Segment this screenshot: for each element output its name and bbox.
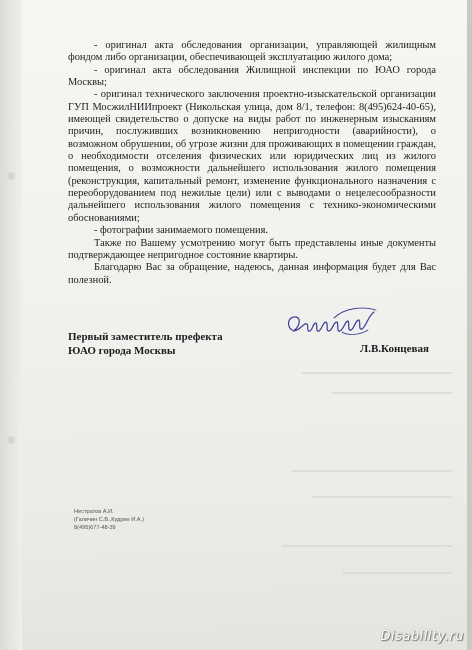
executor-name: Нестратов А.И. [74, 509, 114, 515]
signatory-title-line: ЮАО города Москвы [68, 345, 176, 357]
punch-hole [7, 436, 15, 444]
list-item: - фотографии занимаемого помещения. [94, 225, 268, 237]
paragraph: Также по Вашему усмотрению могут быть представлены иные документы подтверждающее непригодное состояние квартиры. [68, 237, 436, 261]
handwritten-signature-icon [282, 302, 382, 342]
page-left-edge [0, 0, 22, 650]
bleed-through-line [292, 470, 452, 472]
site-watermark: Disability.ru [380, 629, 464, 644]
executor-block [74, 509, 144, 532]
list-item: - оригинал технического заключения проектно-изыскательской организации ГУП МосжилНИИпроект (Никольская улица, дом 8/1, телефон: 8(495)624-40-65), имеющей свидетельство о допуске на виды работ по инженерным изысканиям причин, послуживших возникновению непригодности (аварийности), о возможном обрушении, об угрозе жизни для проживающих в помещении граждан, о необходимости отселения физических или юридических лиц из жилого помещения, о возможности дальнейшего использования жилого помещения (реконструкция, капитальный ремонт, изменение функционального назначения с переоборудованием под нежилые цели) или с выводами о нецелесообразности дальнейшего использования жилого помещения с технико-экономическими обоснованиями; [68, 89, 436, 224]
bleed-through-line [302, 372, 452, 374]
letter-body [68, 40, 436, 287]
executor-phone: 8(495)677-48-39 [74, 524, 116, 531]
page-right-edge [467, 0, 472, 650]
bleed-through-line [332, 392, 452, 394]
executor-coauthors: (Галичин С.В.,Кудрин И.А.) [74, 516, 144, 523]
signatory-title [68, 330, 223, 358]
signatory-title-line: Первый заместитель префекта [68, 331, 223, 343]
bleed-through-line [312, 496, 452, 498]
punch-hole [7, 172, 15, 180]
signatory-name: Л.В.Концевая [360, 343, 429, 355]
bleed-through-line [342, 572, 452, 574]
closing-paragraph: Благодарю Вас за обращение, надеюсь, данная информация будет для Вас полезной. [68, 262, 436, 286]
list-item: - оригинал акта обследования Жилищной инспекции по ЮАО города Москвы; [68, 64, 436, 89]
list-item: - оригинал акта обследования организации, управляющей жилищным фондом либо организации, обеспечивающей эксплуатацию жилого дома; [68, 40, 436, 64]
bleed-through-line [282, 545, 452, 547]
